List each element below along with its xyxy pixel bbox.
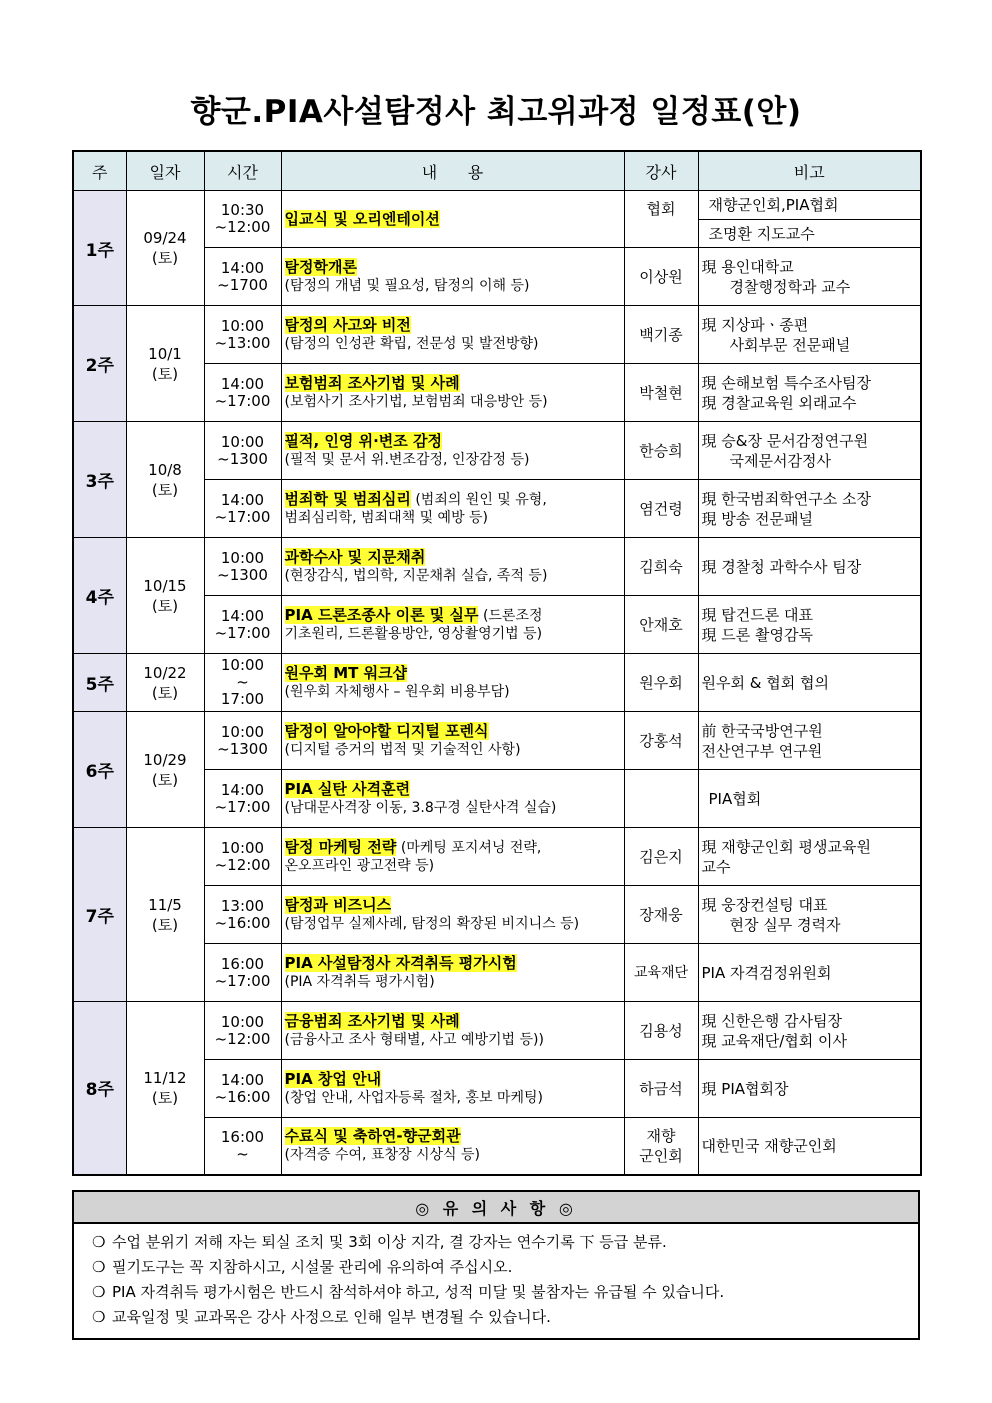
session-desc: (PIA 자격취득 평가시험): [284, 974, 435, 990]
session-title: 탐정의 사고와 비전: [284, 316, 411, 334]
note-cell: 現 승&장 문서감정연구원 국제문서감정사: [698, 422, 921, 480]
content-cell: [281, 422, 624, 480]
session-title: PIA 창업 안내: [284, 1070, 382, 1088]
content-cell: [281, 944, 624, 1002]
content-cell: [281, 654, 624, 712]
time-cell: 14:00 ~1700: [204, 248, 281, 306]
session-title: PIA 실탄 사격훈련: [284, 780, 411, 798]
date-cell: 10/15 (토): [126, 538, 204, 654]
table-row: [73, 306, 921, 364]
time-cell: 10:00 ~1300: [204, 422, 281, 480]
lecturer-cell: 박철현: [624, 364, 698, 422]
session-desc: (현장감식, 법의학, 지문채취 실습, 족적 등): [284, 568, 548, 584]
date-cell: 10/1 (토): [126, 306, 204, 422]
date-cell: 10/8 (토): [126, 422, 204, 538]
table-row: [73, 712, 921, 770]
time-cell: 14:00 ~17:00: [204, 364, 281, 422]
note-cell: 現 지상파ㆍ종편 사회부문 전문패널: [698, 306, 921, 364]
content-cell: [281, 596, 624, 654]
content-cell: [281, 364, 624, 422]
note-cell: 前 한국국방연구원 전산연구부 연구원: [698, 712, 921, 770]
session-desc: (디지털 증거의 법적 및 기술적인 사항): [284, 742, 521, 758]
session-desc: (필적 및 문서 위.변조감정, 인장감정 등): [284, 452, 530, 468]
table-row: [73, 422, 921, 480]
note-cell: 現 웅장컨설팅 대표 현장 실무 경력자: [698, 886, 921, 944]
content-cell: [281, 306, 624, 364]
table-row: [73, 1002, 921, 1060]
session-title: PIA 드론조종사 이론 및 실무: [284, 606, 479, 624]
week-cell: 6주: [73, 712, 126, 828]
lecturer-cell: 김희숙: [624, 538, 698, 596]
note-cell: 現 신한은행 감사팀장 現 교육재단/협회 이사: [698, 1002, 921, 1060]
week-cell: 8주: [73, 1002, 126, 1175]
header-row: [73, 151, 921, 191]
note-cell: 원우회 & 협회 협의: [698, 654, 921, 712]
session-title: 탐정 마케팅 전략: [284, 838, 397, 856]
session-title: PIA 사설탐정사 자격취득 평가시험: [284, 954, 517, 972]
date-cell: 10/22 (토): [126, 654, 204, 712]
notice-box: [72, 1190, 920, 1340]
content-cell: [281, 538, 624, 596]
note-cell: PIA 자격검정위원회: [698, 944, 921, 1002]
session-title: 과학수사 및 지문채취: [284, 548, 426, 566]
content-cell: [281, 248, 624, 306]
time-cell: 10:00 ~12:00: [204, 1002, 281, 1060]
date-cell: 11/5 (토): [126, 828, 204, 1002]
date-cell: 10/29 (토): [126, 712, 204, 828]
session-title: 필적, 인영 위·변조 감정: [284, 432, 442, 450]
header-time: 시간: [204, 151, 281, 191]
session-desc: (원우회 자체행사 – 원우회 비용부담): [284, 684, 510, 700]
notice-title: ◎ 유 의 사 항 ◎: [73, 1191, 919, 1223]
note-cell: 재향군인회,PIA협회: [698, 191, 921, 220]
lecturer-cell: 백기종: [624, 306, 698, 364]
session-title: 탐정과 비즈니스: [284, 896, 392, 914]
session-desc: (탐정업무 실제사례, 탐정의 확장된 비지니스 등): [284, 916, 580, 932]
session-title: 원우회 MT 워크샵: [284, 664, 408, 682]
content-cell: [281, 770, 624, 828]
content-cell: [281, 480, 624, 538]
note-cell: 現 PIA협회장: [698, 1060, 921, 1118]
time-cell: 13:00 ~16:00: [204, 886, 281, 944]
note-cell: 現 경찰청 과학수사 팀장: [698, 538, 921, 596]
note-cell: 대한민국 재향군인회: [698, 1118, 921, 1175]
note-cell: 現 재향군인회 평생교육원 교수: [698, 828, 921, 886]
time-cell: 10:00 ~12:00: [204, 828, 281, 886]
note-cell: 現 탑건드론 대표 現 드론 촬영감독: [698, 596, 921, 654]
lecturer-cell: 염건령: [624, 480, 698, 538]
notice-item: ❍ PIA 자격취득 평가시험은 반드시 참석하셔야 하고, 성적 미달 및 불참자는 유급될 수 있습니다.: [92, 1280, 908, 1305]
time-cell: 16:00 ~: [204, 1118, 281, 1175]
date-cell: 11/12 (토): [126, 1002, 204, 1175]
note-cell: PIA협회: [698, 770, 921, 828]
content-cell: [281, 886, 624, 944]
session-desc-cont: 온오프라인 광고전략 등): [284, 858, 435, 874]
session-desc-cont: 범죄심리학, 범죄대책 및 예방 등): [284, 510, 489, 526]
lecturer-cell: 김용성: [624, 1002, 698, 1060]
note-cell: 現 용인대학교 경찰행정학과 교수: [698, 248, 921, 306]
lecturer-cell: [624, 770, 698, 828]
lecturer-cell: 장재웅: [624, 886, 698, 944]
week-cell: 7주: [73, 828, 126, 1002]
session-title: 수료식 및 축하연-향군회관: [284, 1127, 461, 1146]
note-cell: 조명환 지도교수: [698, 220, 921, 248]
bullet-circle-icon: ❍: [92, 1308, 106, 1326]
session-title: 탐정이 알아야할 디지털 포렌식: [284, 722, 489, 740]
notice-item: ❍ 교육일정 및 교과목은 강사 사정으로 인해 일부 변경될 수 있습니다.: [92, 1305, 908, 1330]
session-desc: (탐정의 인성관 확립, 전문성 및 발전방향): [284, 336, 539, 352]
session-desc-cont: 기초원리, 드론활용방안, 영상촬영기법 등): [284, 626, 543, 642]
content-cell: [281, 1002, 624, 1060]
session-desc: (자격증 수여, 표창장 시상식 등): [284, 1147, 480, 1164]
notice-body: [73, 1223, 919, 1339]
schedule-table: [72, 150, 922, 1176]
header-content: 내 용: [281, 151, 624, 191]
time-cell: 10:00 ~ 17:00: [204, 654, 281, 712]
content-cell: [281, 1060, 624, 1118]
week-cell: 4주: [73, 538, 126, 654]
week-cell: 2주: [73, 306, 126, 422]
lecturer-cell: 원우회: [624, 654, 698, 712]
content-cell: [281, 712, 624, 770]
notice-item: ❍ 수업 분위기 저해 자는 퇴실 조치 및 3회 이상 지각, 결 강자는 연수기록 下 등급 분류.: [92, 1230, 908, 1255]
session-desc: (드론조정: [482, 608, 543, 624]
session-desc: (금융사고 조사 형태별, 사고 예방기법 등)): [284, 1032, 544, 1048]
lecturer-cell: 강홍석: [624, 712, 698, 770]
page-title: 향군.PIA사설탐정사 최고위과정 일정표(안): [190, 94, 802, 130]
week-cell: 5주: [73, 654, 126, 712]
notice-item: ❍ 필기도구는 꼭 지참하시고, 시설물 관리에 유의하여 주십시오.: [92, 1255, 908, 1280]
lecturer-cell: 김은지: [624, 828, 698, 886]
lecturer-cell: 안재호: [624, 596, 698, 654]
time-cell: 10:30 ~12:00: [204, 191, 281, 248]
header-note: 비고: [698, 151, 921, 191]
content-cell: [281, 1118, 624, 1175]
date-cell: 09/24 (토): [126, 191, 204, 306]
lecturer-cell: 교육재단: [624, 944, 698, 1002]
lecturer-cell: 이상원: [624, 248, 698, 306]
time-cell: 14:00 ~17:00: [204, 596, 281, 654]
content-cell: [281, 828, 624, 886]
table-row: [73, 191, 921, 220]
session-desc: (보험사기 조사기법, 보험범죄 대응방안 등): [284, 394, 548, 410]
session-title: 보험범죄 조사기법 및 사례: [284, 374, 460, 392]
table-row: [73, 828, 921, 886]
time-cell: 10:00 ~13:00: [204, 306, 281, 364]
time-cell: 16:00 ~17:00: [204, 944, 281, 1002]
lecturer-cell: 하금석: [624, 1060, 698, 1118]
session-title: 입교식 및 오리엔테이션: [284, 209, 440, 228]
session-desc: (남대문사격장 이동, 3.8구경 실탄사격 실습): [284, 800, 557, 816]
bullet-circle-icon: ❍: [92, 1283, 106, 1301]
time-cell: 10:00 ~1300: [204, 712, 281, 770]
time-cell: 14:00 ~17:00: [204, 770, 281, 828]
session-title: 금융범죄 조사기법 및 사례: [284, 1012, 460, 1030]
bullet-circle-icon: ❍: [92, 1233, 106, 1251]
lecturer-cell: 재향 군인회: [624, 1118, 698, 1175]
session-title: 범죄학 및 범죄심리: [284, 490, 411, 508]
session-title: 탐정학개론: [284, 258, 357, 276]
table-row: [73, 538, 921, 596]
header-date: 일자: [126, 151, 204, 191]
bullet-circle-icon: ❍: [92, 1258, 106, 1276]
week-cell: 3주: [73, 422, 126, 538]
session-desc: (탐정의 개념 및 필요성, 탐정의 이해 등): [284, 278, 530, 294]
time-cell: 14:00 ~17:00: [204, 480, 281, 538]
time-cell: 14:00 ~16:00: [204, 1060, 281, 1118]
lecturer-cell: 한승희: [624, 422, 698, 480]
content-cell: [281, 191, 624, 248]
header-week: 주: [73, 151, 126, 191]
table-row: [73, 654, 921, 712]
note-cell: 現 한국범죄학연구소 소장 現 방송 전문패널: [698, 480, 921, 538]
lecturer-cell: 협회: [624, 191, 698, 248]
week-cell: 1주: [73, 191, 126, 306]
note-cell: 現 손해보험 특수조사팀장 現 경찰교육원 외래교수: [698, 364, 921, 422]
session-desc: (범죄의 원인 및 유형,: [415, 492, 547, 508]
session-desc: (창업 안내, 사업자등록 절차, 홍보 마케팅): [284, 1090, 543, 1106]
session-desc: (마케팅 포지셔닝 전략,: [400, 840, 542, 856]
time-cell: 10:00 ~1300: [204, 538, 281, 596]
header-lecturer: 강사: [624, 151, 698, 191]
